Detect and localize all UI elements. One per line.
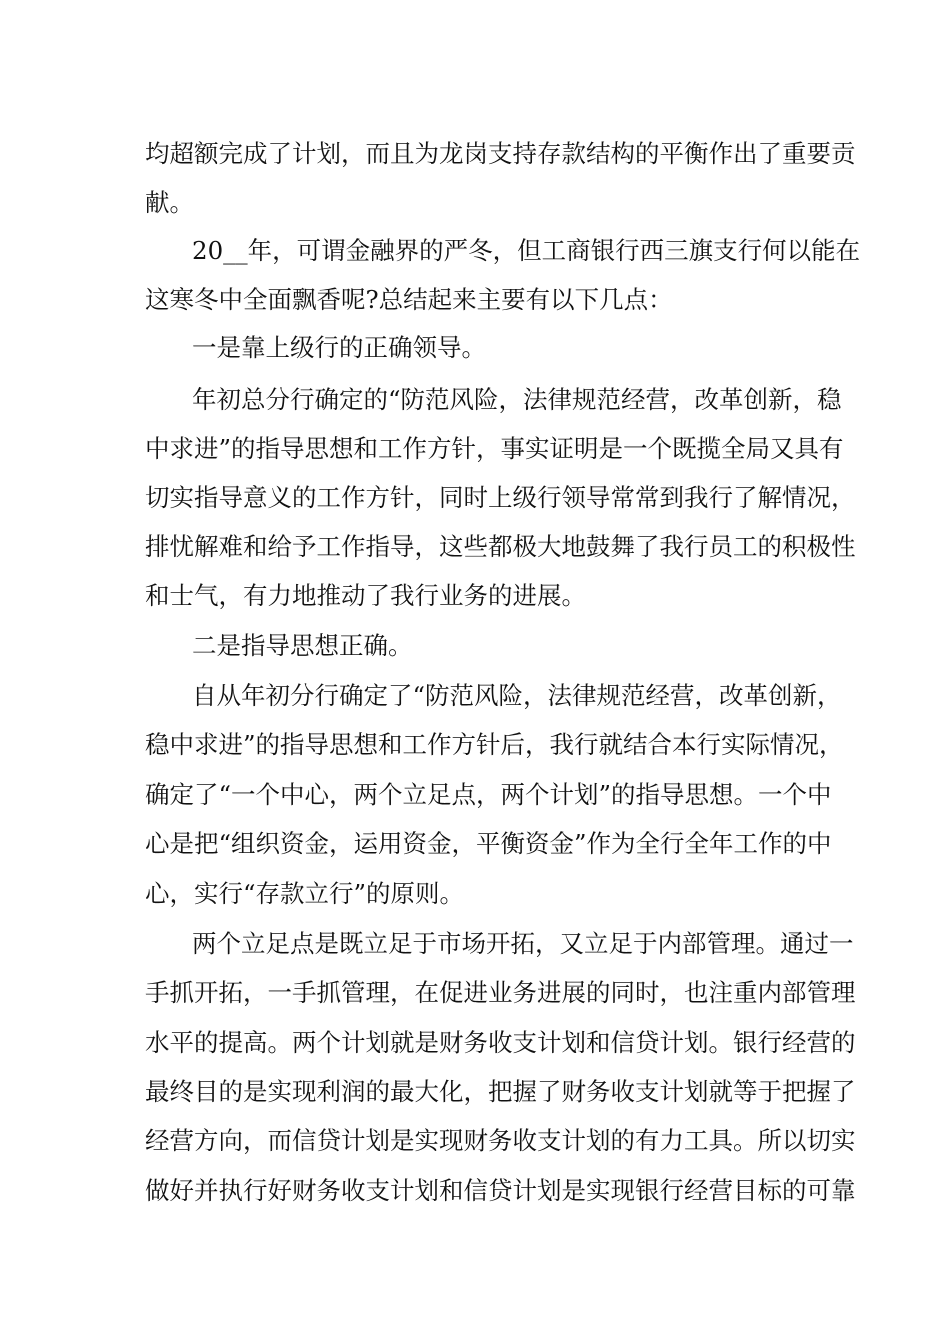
text-line: 最终目的是实现利润的最大化，把握了财务收支计划就等于把握了 (145, 1077, 856, 1106)
text-line: 稳中求进”的指导思想和工作方针后，我行就结合本行实际情况， (145, 730, 844, 759)
text-line: 经营方向，而信贷计划是实现财务收支计划的有力工具。所以切实 (145, 1126, 856, 1155)
text-line: 二是指导思想正确。 (192, 631, 413, 660)
text-line: 20__年，可谓金融界的严冬，但工商银行西三旗支行何以能在 (192, 236, 861, 265)
text-line: 这寒冬中全面飘香呢?总结起来主要有以下几点： (145, 285, 673, 314)
text-line: 和士气，有力地推动了我行业务的进展。 (145, 581, 586, 610)
text-line: 一是靠上级行的正确领导。 (192, 333, 486, 362)
text-line: 年初总分行确定的“防范风险，法律规范经营，改革创新，稳 (192, 385, 842, 414)
text-line: 均超额完成了计划，而且为龙岗支持存款结构的平衡作出了重要贡 (145, 139, 856, 168)
text-line: 心是把“组织资金，运用资金，平衡资金”作为全行全年工作的中 (145, 829, 832, 858)
text-line: 献。 (145, 188, 194, 217)
text-line: 排忧解难和给予工作指导，这些都极大地鼓舞了我行员工的积极性 (145, 532, 856, 561)
text-line: 做好并执行好财务收支计划和信贷计划是实现银行经营目标的可靠 (145, 1176, 856, 1205)
text-line: 两个立足点是既立足于市场开拓，又立足于内部管理。通过一 (192, 929, 854, 958)
text-line: 切实指导意义的工作方针，同时上级行领导常常到我行了解情况， (145, 483, 856, 512)
text-line: 水平的提高。两个计划就是财务收支计划和信贷计划。银行经营的 (145, 1028, 856, 1057)
text-line: 确定了“一个中心，两个立足点，两个计划”的指导思想。一个中 (145, 780, 832, 809)
text-line: 手抓开拓，一手抓管理，在促进业务进展的同时，也注重内部管理 (145, 978, 856, 1007)
text-line: 自从年初分行确定了“防范风险，法律规范经营，改革创新， (192, 681, 842, 710)
text-line: 中求进”的指导思想和工作方针，事实证明是一个既揽全局又具有 (145, 434, 844, 463)
text-line: 心，实行“存款立行”的原则。 (145, 879, 465, 908)
